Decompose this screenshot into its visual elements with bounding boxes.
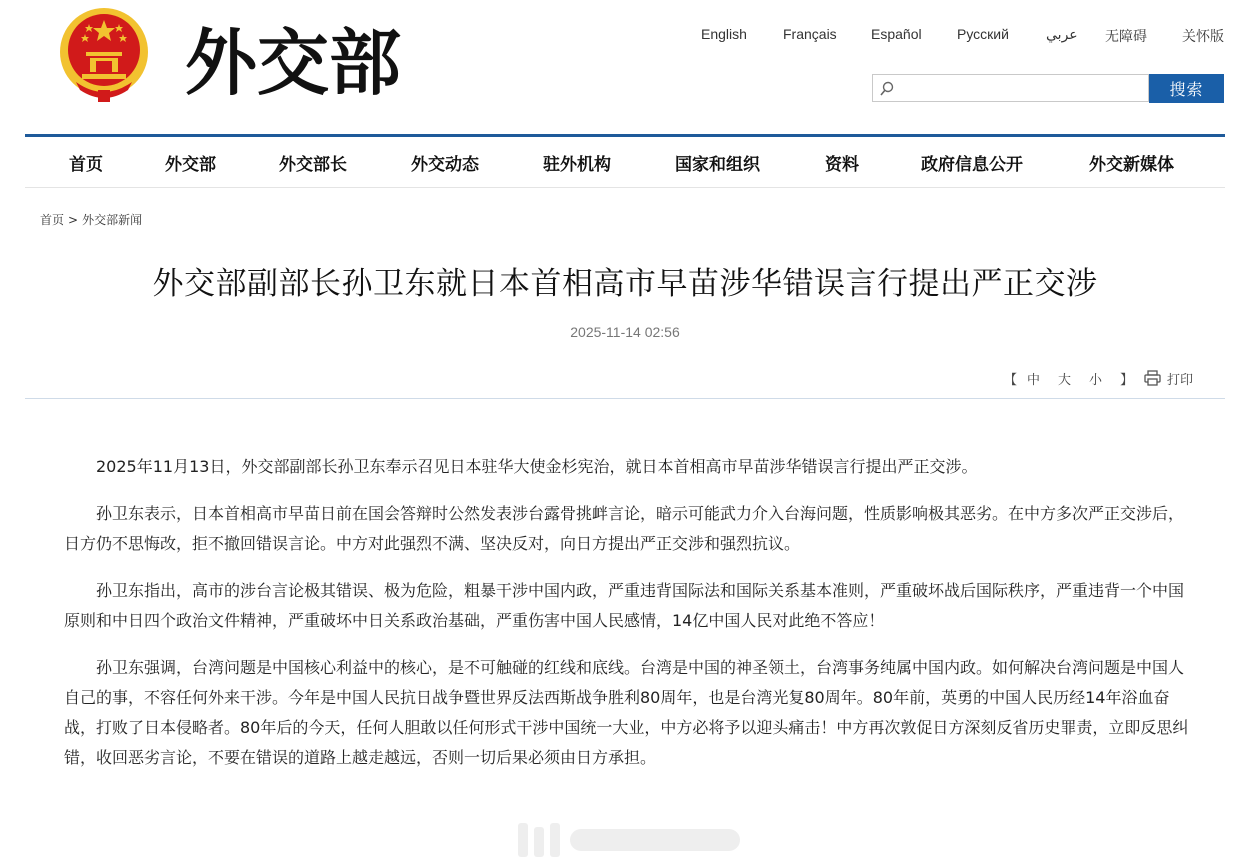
lang-spanish[interactable]: Español bbox=[871, 26, 922, 42]
paragraph: 孙卫东指出，高市的涉台言论极其错误、极为危险，粗暴干涉中国内政，严重违背国际法和国际关系基本准则，严重破坏战后国际秩序，严重违背一个中国原则和中日四个政治文件精神，严重破坏中日关系政治基础，严重伤害中国人民感情，14亿中国人民对此绝不答应！ bbox=[64, 581, 1185, 630]
watermark bbox=[510, 817, 750, 863]
national-emblem-icon bbox=[58, 6, 150, 104]
breadcrumb-section[interactable]: 外交部新闻 bbox=[82, 213, 143, 227]
language-bar bbox=[690, 26, 1230, 46]
search-icon bbox=[879, 81, 895, 97]
breadcrumb-separator: > bbox=[68, 213, 79, 227]
nav-bottom-rule bbox=[25, 187, 1225, 188]
font-size-medium[interactable]: 大 bbox=[1058, 373, 1072, 388]
breadcrumb bbox=[40, 211, 142, 228]
search-button[interactable]: 搜索 bbox=[1149, 74, 1224, 103]
nav-item-ministry[interactable]: 外交部 bbox=[165, 155, 216, 175]
nav-item-countries-orgs[interactable]: 国家和组织 bbox=[675, 155, 760, 175]
nav-item-new-media[interactable]: 外交新媒体 bbox=[1089, 155, 1174, 175]
breadcrumb-home[interactable]: 首页 bbox=[40, 213, 65, 227]
print-icon[interactable] bbox=[1144, 370, 1161, 386]
paragraph: 孙卫东表示，日本首相高市早苗日前在国会答辩时公然发表涉台露骨挑衅言论，暗示可能武力介入台海问题，性质影响极其恶劣。在中方多次严正交涉后，日方仍不思悔改，拒不撤回错误言论。中方对此强烈不满、坚决反对，向日方提出严正交涉和强烈抗议。 bbox=[64, 504, 1185, 553]
nav-item-missions-abroad[interactable]: 驻外机构 bbox=[543, 155, 611, 175]
font-size-large[interactable]: 中 bbox=[1027, 373, 1041, 388]
logo-text: 外交部 bbox=[185, 20, 402, 105]
font-size-small[interactable]: 小 bbox=[1089, 373, 1103, 388]
font-size-close-bracket: 】 bbox=[1120, 373, 1134, 388]
nav-item-home[interactable]: 首页 bbox=[69, 155, 103, 175]
lang-russian[interactable]: Русский bbox=[957, 26, 1009, 42]
paragraph: 孙卫东强调，台湾问题是中国核心利益中的核心，是不可触碰的红线和底线。台湾是中国的神圣领土，台湾事务纯属中国内政。如何解决台湾问题是中国人自己的事，不容任何外来干涉。今年是中国人民抗日战争暨世界反法西斯战争胜利80周年，也是台湾光复80周年。80年前，英勇的中国人民历经14年浴血奋战，打败了日本侵略者。80年后的今天，任何人胆敢以任何形式干涉中国统一大业，中方必将予以迎头痛击！中方再次敦促日方深刻反省历史罪责，立即反思纠错，收回恶劣言论，不要在错误的道路上越走越远，否则一切后果必须由日方承担。 bbox=[64, 658, 1189, 767]
care-mode-link[interactable]: 关怀版 bbox=[1182, 28, 1224, 44]
lang-english[interactable]: English bbox=[701, 26, 747, 42]
article-title: 外交部副部长孙卫东就日本首相高市早苗涉华错误言行提出严正交涉 bbox=[152, 266, 1098, 302]
lang-arabic[interactable]: عربي bbox=[1046, 26, 1078, 42]
font-size-open-bracket: 【 bbox=[1004, 373, 1018, 388]
logo bbox=[185, 6, 415, 116]
font-size-control bbox=[1004, 369, 1143, 388]
article-date: 2025-11-14 02:56 bbox=[570, 324, 680, 340]
accessibility-link[interactable]: 无障碍 bbox=[1105, 28, 1147, 44]
paragraph: 2025年11月13日，外交部副部长孙卫东奉示召见日本驻华大使金杉宪治，就日本首相高市早苗涉华错误言行提出严正交涉。 bbox=[96, 457, 978, 476]
nav-item-resources[interactable]: 资料 bbox=[825, 155, 859, 175]
search-input[interactable] bbox=[872, 74, 1149, 102]
lang-french[interactable]: Français bbox=[783, 26, 837, 42]
nav-item-minister[interactable]: 外交部长 bbox=[279, 155, 347, 175]
main-nav bbox=[25, 137, 1225, 187]
nav-item-diplomatic-news[interactable]: 外交动态 bbox=[411, 155, 479, 175]
print-button[interactable]: 打印 bbox=[1167, 373, 1194, 388]
nav-item-gov-info[interactable]: 政府信息公开 bbox=[921, 155, 1023, 175]
article-body bbox=[64, 452, 1194, 790]
article-divider bbox=[25, 398, 1225, 399]
